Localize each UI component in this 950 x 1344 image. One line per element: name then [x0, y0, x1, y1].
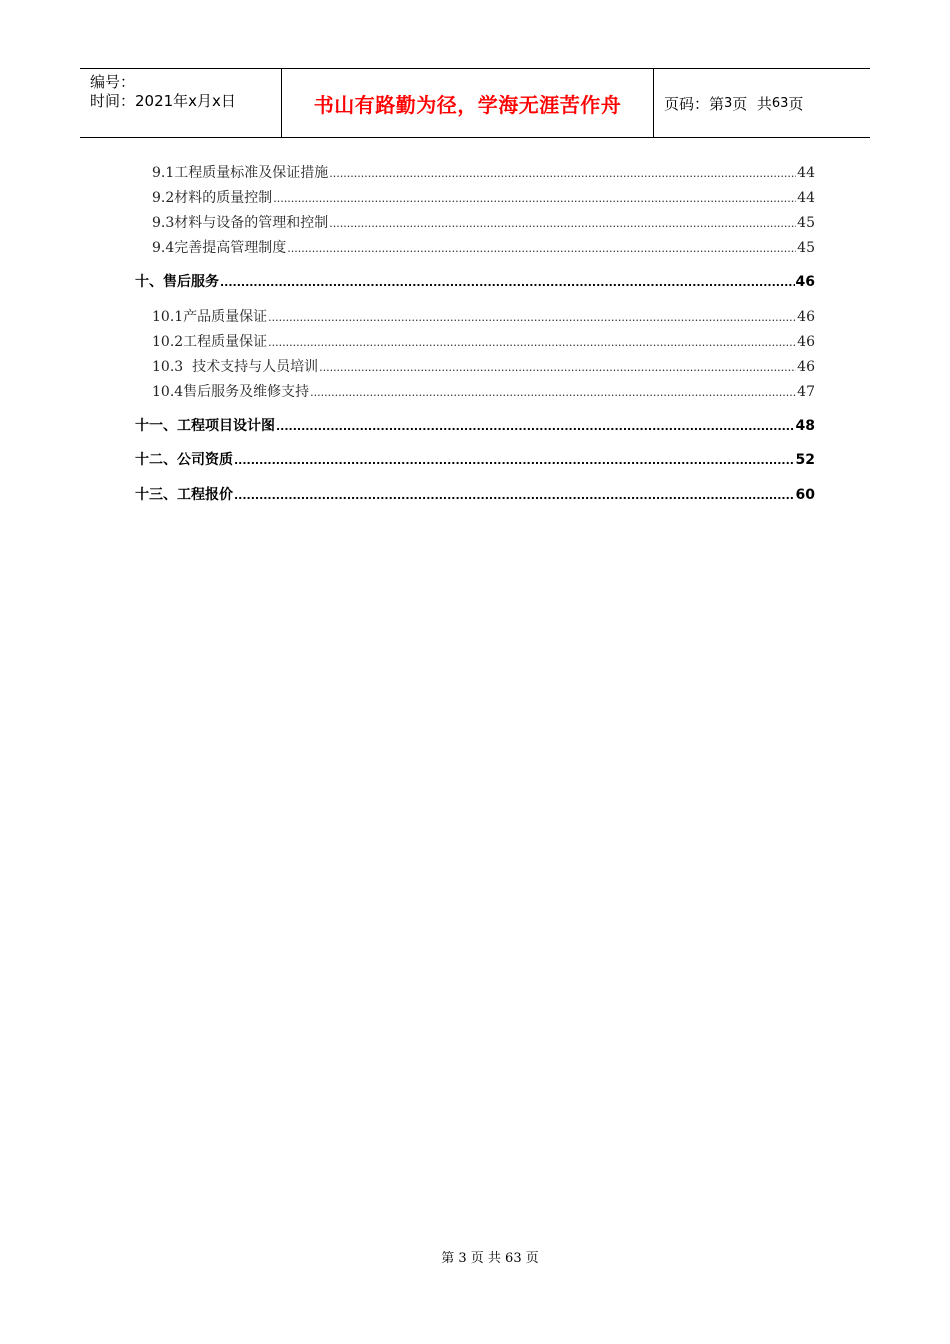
toc-leader-dots: [329, 167, 796, 180]
toc-entry-page: 46: [797, 359, 815, 375]
toc-entry-page: 46: [797, 309, 815, 325]
toc-entry[interactable]: [135, 306, 815, 326]
toc-entry-label: 9.1工程质量标准及保证措施: [135, 162, 328, 182]
toc-entry-page: 44: [797, 190, 815, 206]
toc-entry-label: 10.2工程质量保证: [135, 331, 267, 351]
toc-entry[interactable]: [135, 415, 815, 435]
toc-entry-label: 十三、工程报价: [135, 484, 233, 504]
toc-entry-label: 十、售后服务: [135, 271, 219, 291]
footer-page-number: 第 3 页 共 63 页: [441, 1251, 539, 1266]
toc-entry[interactable]: [135, 381, 815, 401]
toc-leader-dots: [234, 454, 795, 467]
toc-leader-dots: [234, 489, 795, 502]
page-prefix: 页码：第: [664, 94, 725, 113]
page-total: 63: [771, 95, 789, 111]
toc-entry[interactable]: [135, 187, 815, 207]
toc-entry[interactable]: [135, 271, 815, 291]
toc-leader-dots: [329, 217, 796, 230]
header-page-info: [654, 69, 870, 137]
toc-entry-label: 9.3材料与设备的管理和控制: [135, 212, 328, 232]
toc-entry-label: 10.3 技术支持与人员培训: [135, 356, 318, 376]
toc-entry-label: 10.4售后服务及维修支持: [135, 381, 309, 401]
toc-entry[interactable]: [135, 331, 815, 351]
toc-leader-dots: [310, 386, 796, 399]
toc-leader-dots: [287, 242, 796, 255]
motto-text: 书山有路勤为径，学海无涯苦作舟: [313, 92, 622, 117]
toc-entry[interactable]: [135, 212, 815, 232]
page-footer: [0, 1247, 950, 1266]
page-current: 3: [724, 95, 733, 111]
page-mid: 页 共: [732, 94, 772, 113]
toc-entry-label: 10.1产品质量保证: [135, 306, 267, 326]
document-header: [80, 68, 870, 138]
toc-entry-page: 52: [795, 452, 815, 468]
toc-entry-label: 十二、公司资质: [135, 449, 233, 469]
header-left-cell: [80, 69, 281, 137]
toc-leader-dots: [319, 361, 796, 374]
toc-entry-page: 60: [795, 487, 815, 503]
toc-entry[interactable]: [135, 237, 815, 257]
toc-leader-dots: [268, 311, 796, 324]
serial-label: 编号：: [90, 73, 136, 91]
toc-entry-page: 45: [797, 240, 815, 256]
toc-entry[interactable]: [135, 449, 815, 469]
toc-entry-page: 44: [797, 165, 815, 181]
toc-entry-page: 46: [797, 334, 815, 350]
toc-leader-dots: [276, 420, 795, 433]
toc-entry-page: 48: [795, 418, 815, 434]
toc-entry-page: 45: [797, 215, 815, 231]
toc-entry[interactable]: [135, 162, 815, 182]
toc-entry-label: 9.4完善提高管理制度: [135, 237, 286, 257]
toc-entry[interactable]: [135, 356, 815, 376]
time-label: 时间：2021年x月x日: [90, 92, 236, 110]
toc-entry-label: 十一、工程项目设计图: [135, 415, 275, 435]
page-suffix: 页: [788, 94, 804, 113]
header-middle-cell: [281, 69, 654, 137]
toc-leader-dots: [268, 336, 796, 349]
toc-entry-page: 46: [795, 274, 815, 290]
toc-entry-label: 9.2材料的质量控制: [135, 187, 272, 207]
toc-leader-dots: [220, 276, 795, 289]
toc-entry-page: 47: [797, 384, 815, 400]
toc-entry[interactable]: [135, 484, 815, 504]
toc-leader-dots: [273, 192, 796, 205]
